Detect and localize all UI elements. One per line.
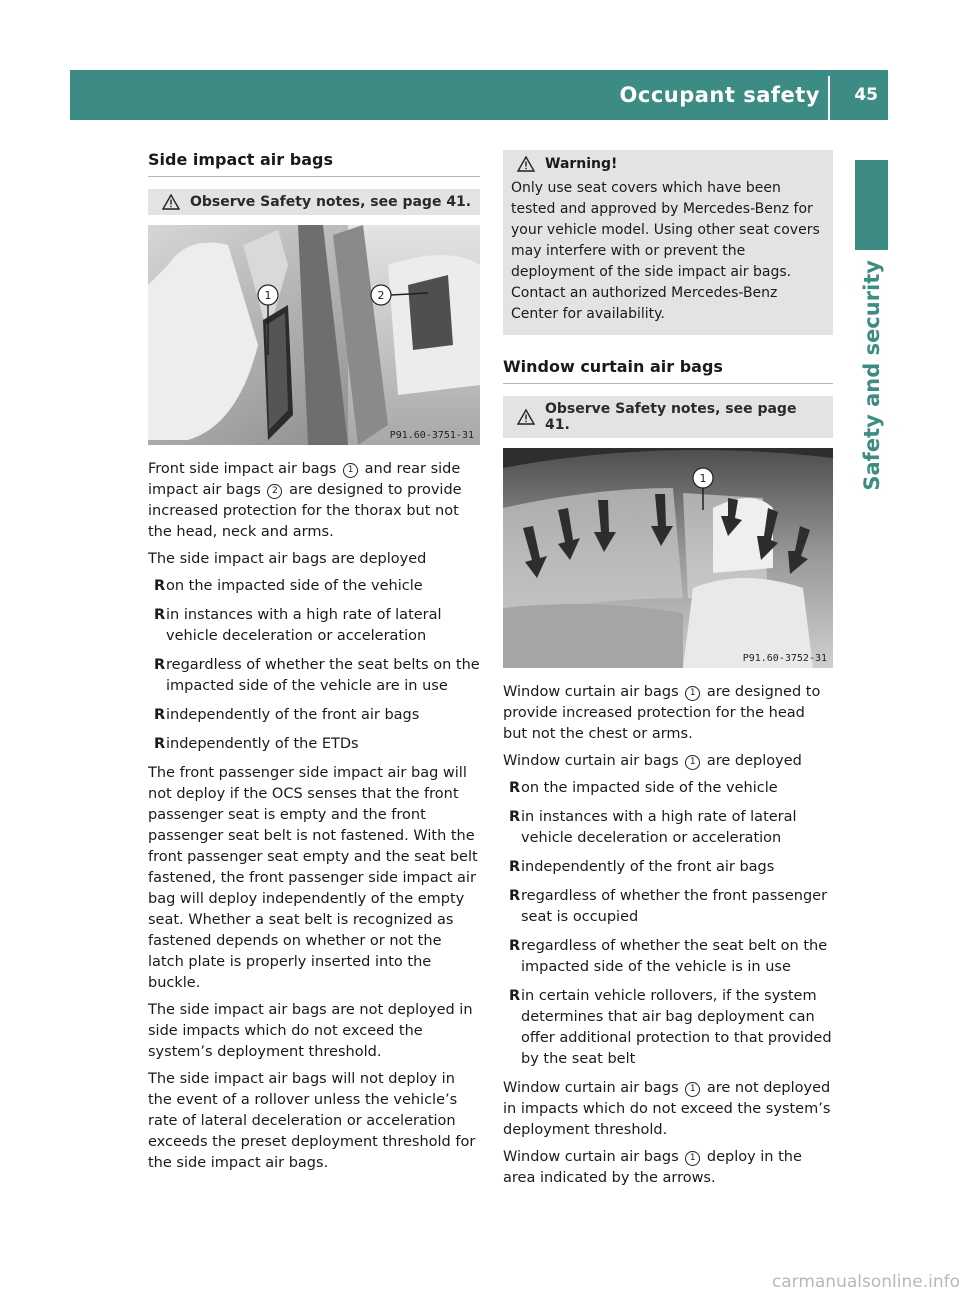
side-label <box>855 260 888 580</box>
warning-box <box>503 150 833 335</box>
safety-notice-text: Observe Safety notes, see page 41. <box>190 194 472 210</box>
not-deployed-paragraph: Window curtain air bags 1 are not deployed in impacts which do not exceed the system’s deployment threshold. <box>503 1080 831 1138</box>
right-column <box>503 150 833 1195</box>
deploy-conditions-list <box>503 778 833 1070</box>
side-airbag-illustration <box>148 225 480 445</box>
list-item: R in certain vehicle rollovers, if the system determines that air bag deployment can offer additional protection to that provided by the seat belt <box>509 988 832 1067</box>
callout-1: 1 <box>685 1082 700 1097</box>
left-column <box>148 150 480 1180</box>
list-item: R regardless of whether the front passenger seat is occupied <box>509 888 828 925</box>
callout-1: 1 <box>685 755 700 770</box>
callout-1: 1 <box>685 686 700 701</box>
warning-triangle-icon <box>517 409 535 425</box>
curtain-airbags-heading: Window curtain air bags <box>503 357 833 384</box>
curtain-airbag-illustration <box>503 448 833 668</box>
page-number: 45 <box>854 85 878 105</box>
watermark: carmanualsonline.info <box>771 1272 960 1292</box>
threshold-paragraph: The side impact air bags are not deployed in side impacts which do not exceed the system’s deployment threshold. <box>148 1002 473 1060</box>
warning-triangle-icon <box>517 156 535 172</box>
side-airbags-intro: Front side impact air bags 1 and rear side impact air bags 2 are designed to provide increased protection for the thorax but not the head, neck and arms. <box>148 461 462 540</box>
deploy-area-paragraph: Window curtain air bags 1 deploy in the area indicated by the arrows. <box>503 1149 802 1186</box>
deploy-lead: The side impact air bags are deployed <box>148 551 427 567</box>
list-item: R regardless of whether the seat belt on the impacted side of the vehicle is in use <box>509 938 828 975</box>
safety-notice <box>148 189 480 215</box>
curtain-airbag-figure <box>503 448 833 668</box>
list-item: R on the impacted side of the vehicle <box>509 780 778 796</box>
figure-callout-2: 2 <box>377 289 385 302</box>
deploy-conditions-list <box>148 576 480 755</box>
list-item: R independently of the ETDs <box>154 736 359 752</box>
rollover-paragraph: The side impact air bags will not deploy in the event of a rollover unless the vehicle’s rate of lateral deceleration or acceleration exceeds the preset deployment threshold for the side impact air bags. <box>148 1071 476 1171</box>
figure-code: P91.60-3752-31 <box>742 653 827 664</box>
side-airbags-heading: Side impact air bags <box>148 150 480 177</box>
safety-notice-text: Observe Safety notes, see page 41. <box>545 401 797 433</box>
list-item: R on the impacted side of the vehicle <box>154 578 423 594</box>
list-item: R in instances with a high rate of lateral vehicle deceleration or acceleration <box>509 809 797 846</box>
figure-callout-1: 1 <box>264 289 272 302</box>
header-divider <box>828 76 830 120</box>
list-item: R regardless of whether the seat belts on the impacted side of the vehicle are in use <box>154 657 480 694</box>
ocs-paragraph: The front passenger side impact air bag will not deploy if the OCS senses that the front passenger seat is empty and the front passenger seat belt is not fastened. With the front passenger seat empty and the seat belt fastened, the front passenger side impact air bag will deploy independently of the empty seat. Whether a seat belt is recognized as fastened depends on whether or not the latch plate is properly inserted into the buckle. <box>148 765 478 991</box>
side-airbag-figure <box>148 225 480 445</box>
side-label-text: Safety and security <box>859 260 884 491</box>
list-item: R independently of the front air bags <box>154 707 420 723</box>
list-item: R independently of the front air bags <box>509 859 775 875</box>
header-bar <box>70 70 888 120</box>
safety-notice <box>503 396 833 438</box>
side-tab <box>855 160 888 250</box>
callout-2: 2 <box>267 484 282 499</box>
figure-code: P91.60-3751-31 <box>389 430 474 441</box>
section-title: Occupant safety <box>619 83 820 107</box>
warning-text: Only use seat covers which have been tested and approved by Mercedes-Benz for your vehicle model. Using other seat covers may interfere with or prevent the deployment of the side impact air bags. Contact an authorized Mercedes-Benz Center for availability. <box>511 180 820 322</box>
warning-title: Warning! <box>511 156 825 172</box>
list-item: R in instances with a high rate of lateral vehicle deceleration or acceleration <box>154 607 442 644</box>
warning-triangle-icon <box>162 194 180 210</box>
figure-callout-1: 1 <box>699 472 707 485</box>
callout-1: 1 <box>343 463 358 478</box>
callout-1: 1 <box>685 1151 700 1166</box>
deploy-lead: Window curtain air bags 1 are deployed <box>503 753 802 769</box>
curtain-airbags-intro: Window curtain air bags 1 are designed to provide increased protection for the head but not the chest or arms. <box>503 684 821 742</box>
